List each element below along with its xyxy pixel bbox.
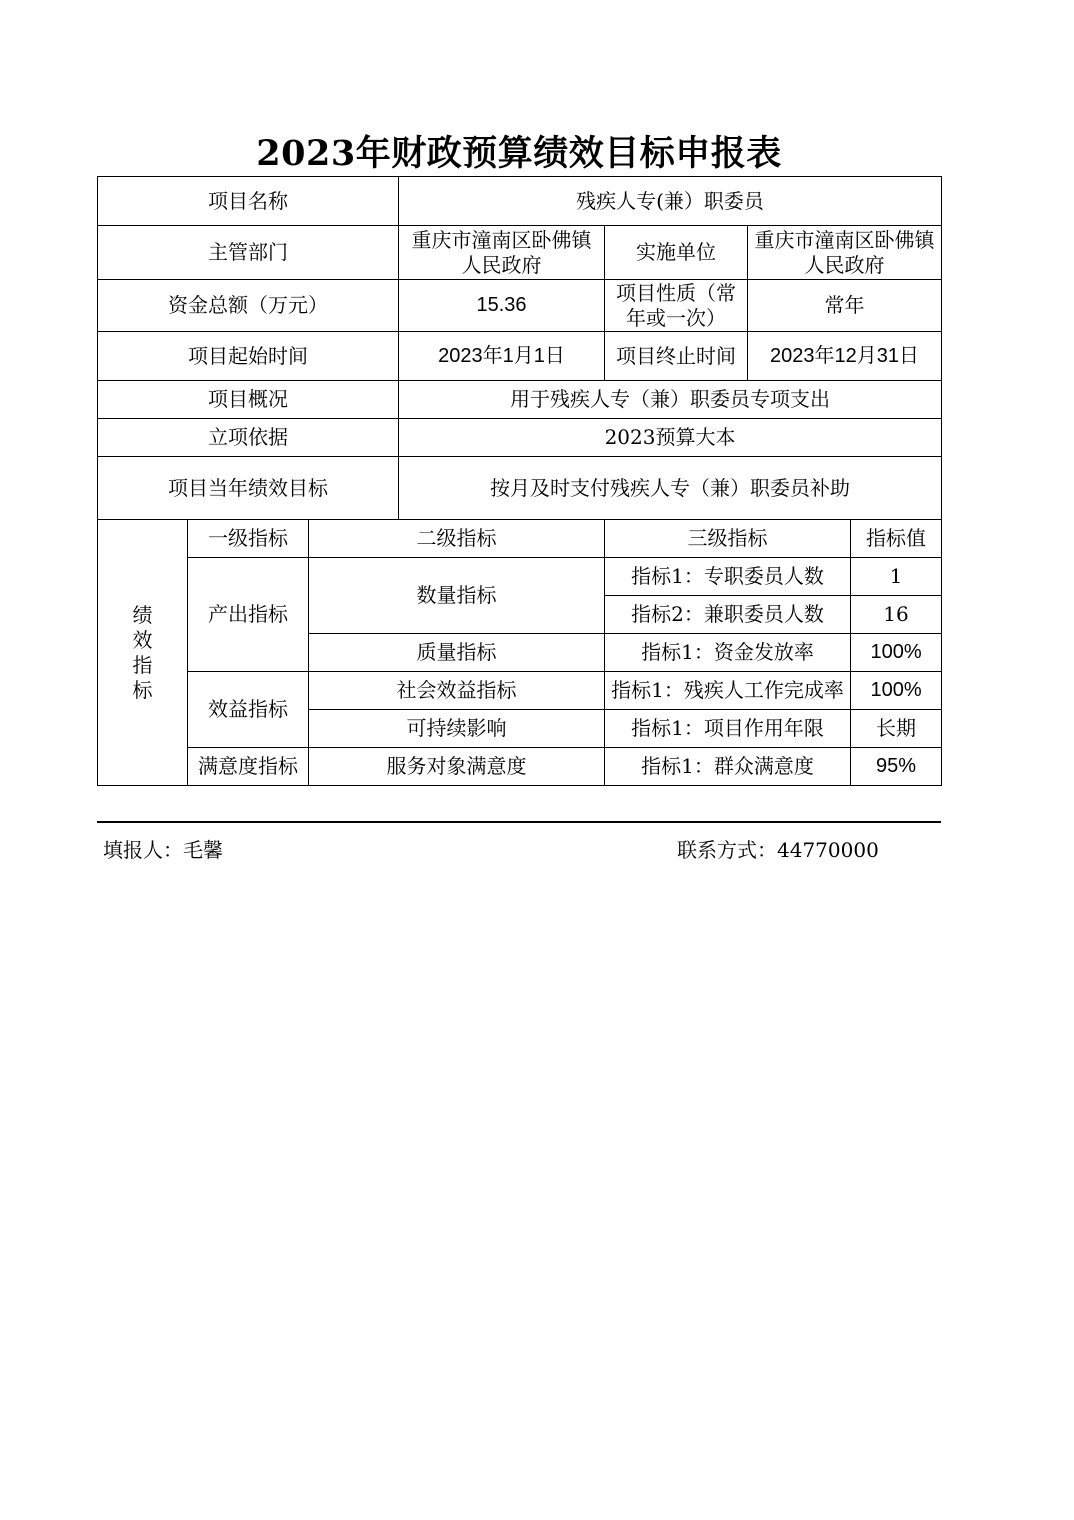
contact-value: 44770000 [777,838,879,862]
project-nature-value: 常年 [748,280,942,332]
footer-divider [97,821,941,823]
indicator-name: 指标2：兼职委员人数 [605,596,851,634]
indicator-value: 16 [851,596,942,634]
sub-quality: 质量指标 [309,634,605,672]
sub-social: 社会效益指标 [309,672,605,710]
indicators-section-label [98,520,188,786]
contact-info [677,836,879,864]
row-overview [98,381,942,419]
contact-label: 联系方式： [677,838,777,862]
sub-quantity: 数量指标 [309,558,605,634]
project-name-value: 残疾人专(兼）职委员 [399,177,942,226]
table-row [98,558,942,596]
basis-label: 立项依据 [98,419,399,457]
indicators-section-text: 绩 效 指 标 [132,602,153,702]
indicator-name: 指标1：项目作用年限 [605,710,851,748]
row-project-name [98,177,942,226]
total-funds-value: 15.36 [399,280,605,332]
annual-goal-label: 项目当年绩效目标 [98,457,399,520]
row-annual-goal [98,457,942,520]
table-row [98,748,942,786]
indicator-name: 指标1：资金发放率 [605,634,851,672]
header-level3: 三级指标 [605,520,851,558]
row-basis [98,419,942,457]
end-time-value: 2023年12月31日 [748,332,942,381]
filler-label: 填报人： [103,838,183,862]
indicator-value: 1 [851,558,942,596]
row-department [98,226,942,280]
row-funds [98,280,942,332]
indicator-value: 100% [851,672,942,710]
budget-form-table [97,176,942,786]
page-title: 2023年财政预算绩效目标申报表 [256,133,782,174]
end-time-label: 项目终止时间 [605,332,748,381]
start-time-label: 项目起始时间 [98,332,399,381]
basis-value: 2023预算大本 [399,419,942,457]
filler-name: 毛馨 [183,838,223,862]
sub-sustainable: 可持续影响 [309,710,605,748]
department-label: 主管部门 [98,226,399,280]
indicator-value: 100% [851,634,942,672]
group-satisfaction: 满意度指标 [188,748,309,786]
implementer-label: 实施单位 [605,226,748,280]
header-level1: 一级指标 [188,520,309,558]
indicator-name: 指标1：专职委员人数 [605,558,851,596]
start-time-value: 2023年1月1日 [399,332,605,381]
indicator-name: 指标1：群众满意度 [605,748,851,786]
overview-label: 项目概况 [98,381,399,419]
project-nature-label: 项目性质（常年或一次） [605,280,748,332]
row-time [98,332,942,381]
sub-service: 服务对象满意度 [309,748,605,786]
table-row [98,672,942,710]
total-funds-label: 资金总额（万元） [98,280,399,332]
indicator-value: 长期 [851,710,942,748]
indicator-header-row [98,520,942,558]
overview-value: 用于残疾人专（兼）职委员专项支出 [399,381,942,419]
header-value: 指标值 [851,520,942,558]
implementer-value: 重庆市潼南区卧佛镇人民政府 [748,226,942,280]
group-output: 产出指标 [188,558,309,672]
indicator-name: 指标1：残疾人工作完成率 [605,672,851,710]
filler-info [103,836,223,864]
annual-goal-value: 按月及时支付残疾人专（兼）职委员补助 [399,457,942,520]
group-benefit: 效益指标 [188,672,309,748]
department-value: 重庆市潼南区卧佛镇人民政府 [399,226,605,280]
project-name-label: 项目名称 [98,177,399,226]
header-level2: 二级指标 [309,520,605,558]
indicator-value: 95% [851,748,942,786]
